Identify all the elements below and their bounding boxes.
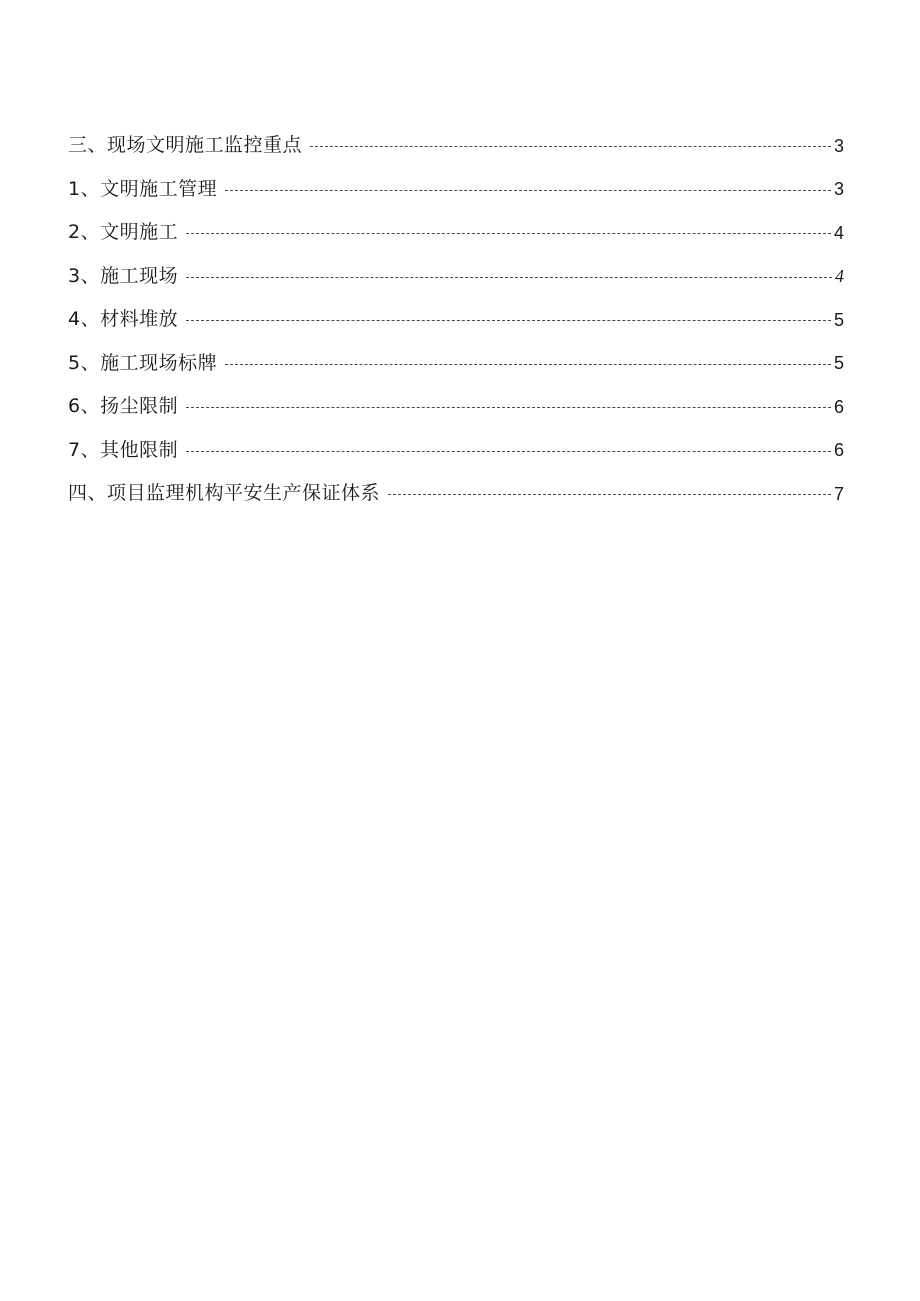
toc-entry[interactable] [68, 168, 844, 212]
toc-entry[interactable] [68, 124, 844, 168]
toc-leader-dashes [388, 494, 831, 495]
toc-entry-page: 6 [833, 396, 844, 417]
toc-entry[interactable] [68, 298, 844, 342]
toc-leader-dashes [225, 190, 831, 191]
toc-entry-title: 7、其他限制 [68, 438, 179, 461]
toc-leader-dashes [310, 146, 831, 147]
toc-entry-page: 3 [833, 179, 844, 200]
table-of-contents [68, 124, 844, 516]
toc-entry-page: 5 [833, 353, 844, 374]
toc-entry[interactable] [68, 385, 844, 429]
toc-leader-dashes [186, 407, 831, 408]
toc-entry-title: 四、项目监理机构平安生产保证体系 [68, 482, 381, 505]
toc-leader-dashes [225, 364, 831, 365]
toc-entry-page: 3 [833, 135, 844, 156]
toc-entry-page: 7 [833, 483, 844, 504]
toc-leader-dashes [186, 320, 831, 321]
toc-entry-page: 4 [833, 222, 844, 243]
toc-entry-page: 5 [833, 309, 844, 330]
toc-entry-title: 1、文明施工管理 [68, 177, 218, 200]
toc-entry-title: 三、现场文明施工监控重点 [68, 134, 303, 157]
toc-entry[interactable] [68, 429, 844, 473]
toc-entry-page: 4 [835, 266, 844, 287]
toc-entry[interactable] [68, 211, 844, 255]
toc-entry-title: 4、材料堆放 [68, 308, 179, 331]
toc-entry-title: 5、施工现场标牌 [68, 351, 218, 374]
toc-leader-dashes [186, 233, 831, 234]
toc-leader-dashes [186, 451, 831, 452]
toc-leader-dashes [186, 277, 832, 278]
toc-entry[interactable] [68, 472, 844, 516]
toc-entry[interactable] [68, 342, 844, 386]
toc-entry-title: 2、文明施工 [68, 221, 179, 244]
toc-entry-title: 3、施工现场 [68, 264, 179, 287]
toc-entry[interactable] [68, 255, 844, 299]
toc-entry-page: 6 [833, 440, 844, 461]
toc-entry-title: 6、扬尘限制 [68, 395, 179, 418]
